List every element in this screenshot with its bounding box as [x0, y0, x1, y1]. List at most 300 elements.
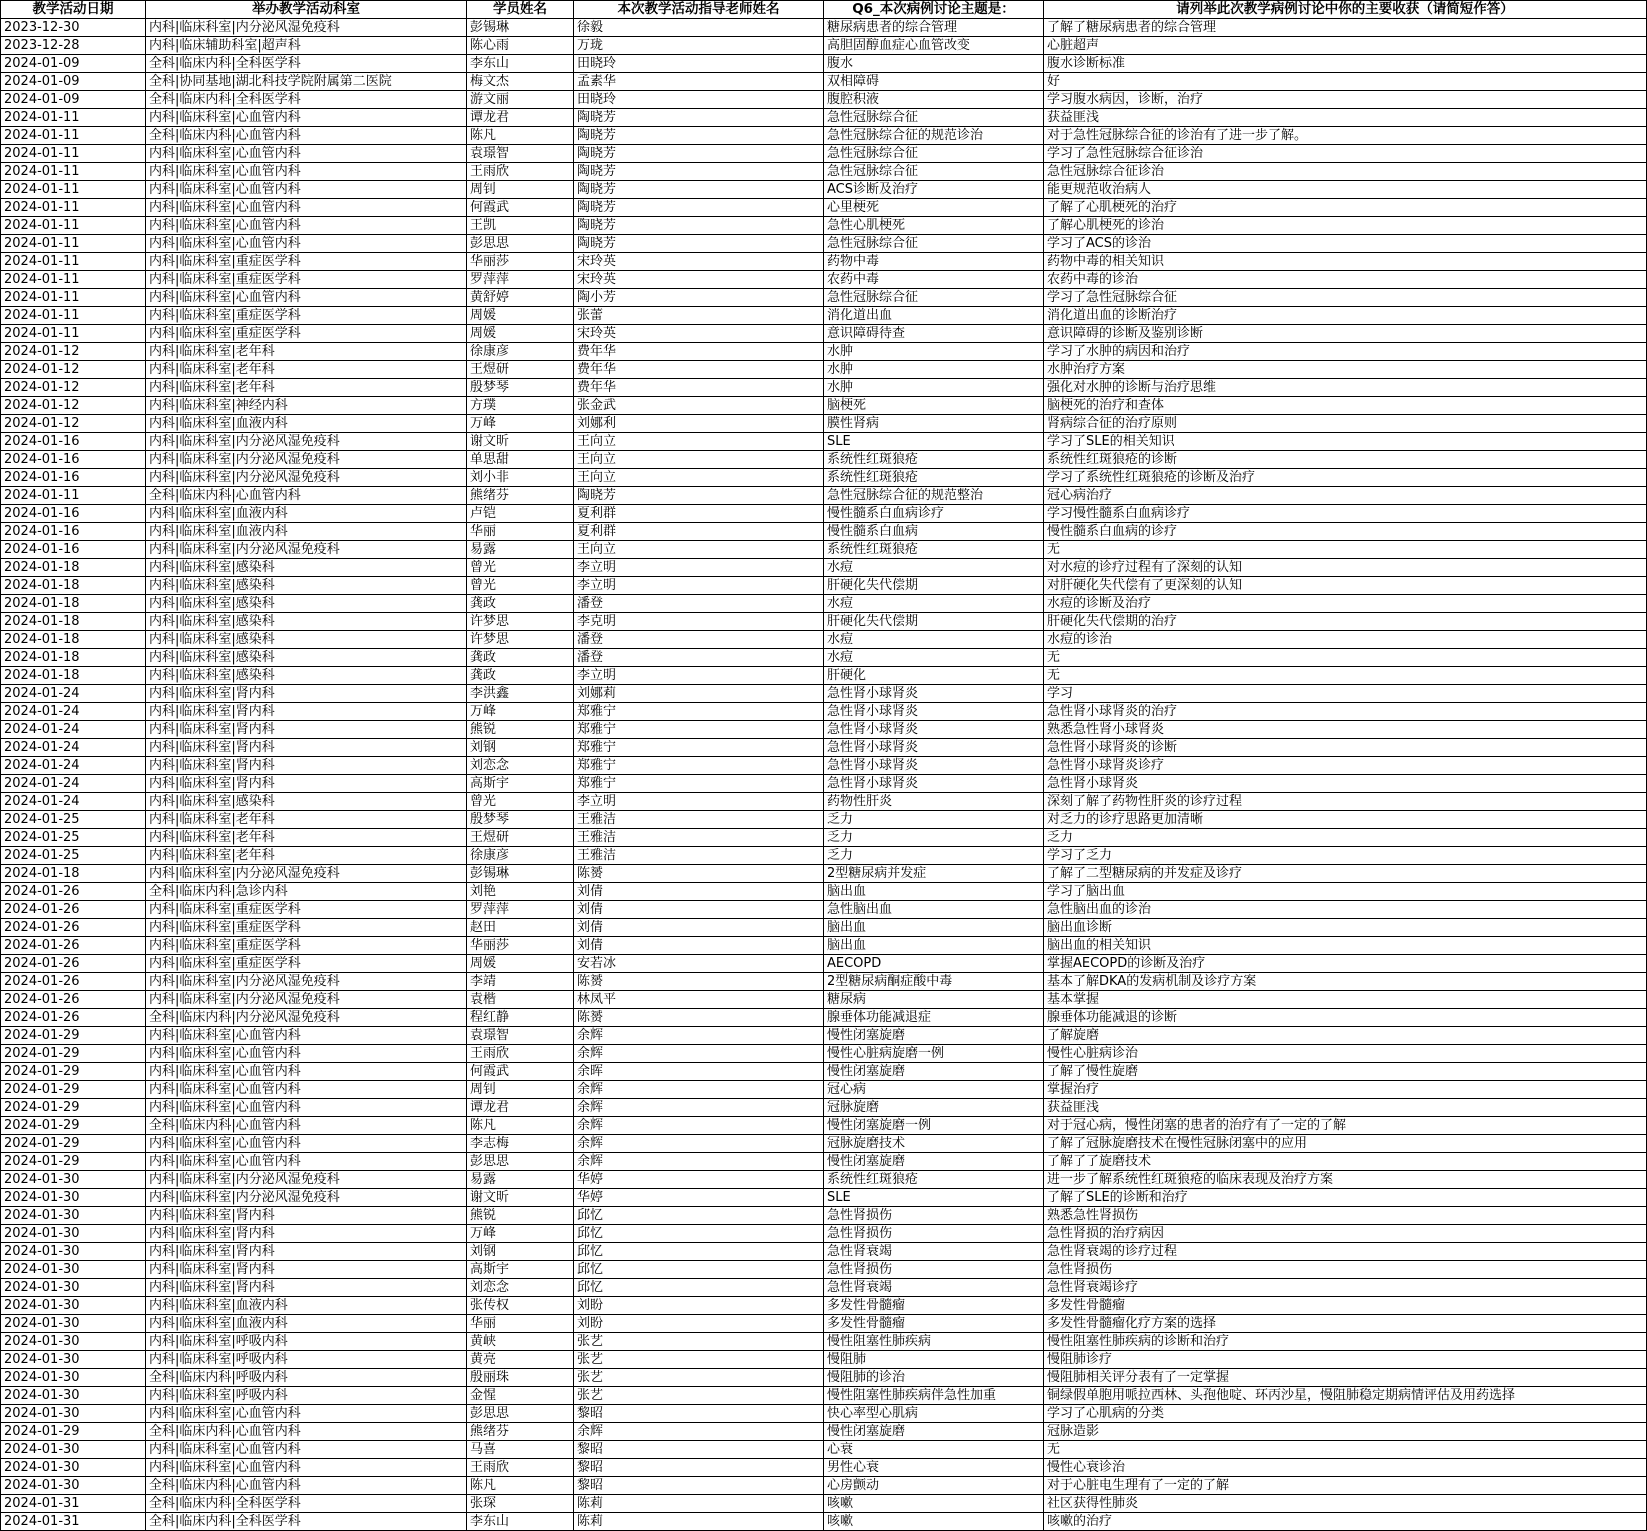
cell-student[interactable]: 王雨欣 — [467, 1045, 574, 1063]
cell-student[interactable]: 熊锐 — [467, 721, 574, 739]
cell-student[interactable]: 彭锡琳 — [467, 865, 574, 883]
cell-teacher[interactable]: 陶晓芳 — [574, 109, 824, 127]
cell-teacher[interactable]: 邱忆 — [574, 1279, 824, 1297]
cell-student[interactable]: 龚政 — [467, 667, 574, 685]
cell-department[interactable]: 内科|临床科室|重症医学科 — [146, 325, 467, 343]
cell-gains[interactable]: 能更规范收治病人 — [1044, 181, 1647, 199]
cell-student[interactable]: 刘钢 — [467, 739, 574, 757]
cell-student[interactable]: 王雨欣 — [467, 163, 574, 181]
cell-gains[interactable]: 学习了ACS的诊治 — [1044, 235, 1647, 253]
cell-department[interactable]: 内科|临床辅助科室|超声科 — [146, 37, 467, 55]
cell-student[interactable]: 黄亮 — [467, 1351, 574, 1369]
cell-teacher[interactable]: 陶晓芳 — [574, 163, 824, 181]
cell-topic[interactable]: 急性肾衰竭 — [824, 1279, 1044, 1297]
cell-gains[interactable]: 慢阻肺相关评分表有了一定掌握 — [1044, 1369, 1647, 1387]
cell-department[interactable]: 内科|临床科室|重症医学科 — [146, 307, 467, 325]
cell-department[interactable]: 内科|临床科室|感染科 — [146, 559, 467, 577]
cell-department[interactable]: 内科|临床科室|呼吸内科 — [146, 1333, 467, 1351]
cell-student[interactable]: 程红静 — [467, 1009, 574, 1027]
cell-teacher[interactable]: 余辉 — [574, 1099, 824, 1117]
cell-gains[interactable]: 多发性骨髓瘤化疗方案的选择 — [1044, 1315, 1647, 1333]
cell-gains[interactable]: 慢阻肺诊疗 — [1044, 1351, 1647, 1369]
cell-topic[interactable]: 糖尿病患者的综合管理 — [824, 19, 1044, 37]
cell-student[interactable]: 金惺 — [467, 1387, 574, 1405]
cell-date[interactable]: 2024-01-16 — [1, 451, 146, 469]
cell-topic[interactable]: 急性冠脉综合征的规范整治 — [824, 487, 1044, 505]
cell-gains[interactable]: 肝硬化失代偿期的治疗 — [1044, 613, 1647, 631]
cell-student[interactable]: 谭龙君 — [467, 109, 574, 127]
cell-gains[interactable]: 冠脉造影 — [1044, 1423, 1647, 1441]
cell-date[interactable]: 2024-01-29 — [1, 1063, 146, 1081]
cell-topic[interactable]: 水痘 — [824, 595, 1044, 613]
cell-teacher[interactable]: 余辉 — [574, 1135, 824, 1153]
cell-topic[interactable]: 急性肾损伤 — [824, 1261, 1044, 1279]
cell-topic[interactable]: 急性肾小球肾炎 — [824, 739, 1044, 757]
cell-department[interactable]: 全科|临床内科|呼吸内科 — [146, 1369, 467, 1387]
cell-topic[interactable]: 脑梗死 — [824, 397, 1044, 415]
cell-student[interactable]: 李东山 — [467, 1513, 574, 1531]
cell-department[interactable]: 内科|临床科室|重症医学科 — [146, 901, 467, 919]
cell-teacher[interactable]: 余辉 — [574, 1027, 824, 1045]
cell-department[interactable]: 内科|临床科室|肾内科 — [146, 739, 467, 757]
cell-teacher[interactable]: 陶晓芳 — [574, 217, 824, 235]
cell-gains[interactable]: 获益匪浅 — [1044, 109, 1647, 127]
cell-date[interactable]: 2024-01-12 — [1, 361, 146, 379]
cell-department[interactable]: 全科|临床内科|心血管内科 — [146, 1423, 467, 1441]
cell-student[interactable]: 徐康彦 — [467, 847, 574, 865]
cell-department[interactable]: 内科|临床科室|心血管内科 — [146, 199, 467, 217]
cell-teacher[interactable]: 潘登 — [574, 631, 824, 649]
cell-gains[interactable]: 掌握治疗 — [1044, 1081, 1647, 1099]
cell-student[interactable]: 张琛 — [467, 1495, 574, 1513]
cell-topic[interactable]: 急性肾小球肾炎 — [824, 721, 1044, 739]
cell-gains[interactable]: 无 — [1044, 667, 1647, 685]
cell-date[interactable]: 2024-01-30 — [1, 1387, 146, 1405]
cell-topic[interactable]: 系统性红斑狼疮 — [824, 1171, 1044, 1189]
cell-date[interactable]: 2024-01-16 — [1, 523, 146, 541]
cell-department[interactable]: 内科|临床科室|心血管内科 — [146, 109, 467, 127]
cell-teacher[interactable]: 刘娜利 — [574, 415, 824, 433]
cell-department[interactable]: 内科|临床科室|感染科 — [146, 613, 467, 631]
cell-date[interactable]: 2024-01-26 — [1, 919, 146, 937]
cell-topic[interactable]: 乏力 — [824, 811, 1044, 829]
cell-date[interactable]: 2024-01-30 — [1, 1189, 146, 1207]
cell-gains[interactable]: 急性肾损的治疗病因 — [1044, 1225, 1647, 1243]
cell-date[interactable]: 2024-01-30 — [1, 1459, 146, 1477]
cell-teacher[interactable]: 王向立 — [574, 451, 824, 469]
cell-gains[interactable]: 急性肾损伤 — [1044, 1261, 1647, 1279]
cell-department[interactable]: 内科|临床科室|呼吸内科 — [146, 1351, 467, 1369]
cell-teacher[interactable]: 刘娜莉 — [574, 685, 824, 703]
cell-topic[interactable]: 药物中毒 — [824, 253, 1044, 271]
header-cell-gains[interactable]: 请列举此次教学病例讨论中你的主要收获（请简短作答） — [1044, 1, 1647, 19]
cell-student[interactable]: 熊绪芬 — [467, 487, 574, 505]
cell-gains[interactable]: 学习慢性髓系白血病诊疗 — [1044, 505, 1647, 523]
cell-topic[interactable]: 急性冠脉综合征 — [824, 109, 1044, 127]
cell-topic[interactable]: 慢性闭塞旋磨 — [824, 1423, 1044, 1441]
header-cell-topic[interactable]: Q6_本次病例讨论主题是： — [824, 1, 1044, 19]
cell-gains[interactable]: 咳嗽的治疗 — [1044, 1513, 1647, 1531]
cell-gains[interactable]: 心脏超声 — [1044, 37, 1647, 55]
cell-topic[interactable]: 急性肾小球肾炎 — [824, 757, 1044, 775]
cell-department[interactable]: 内科|临床科室|肾内科 — [146, 1279, 467, 1297]
header-cell-date[interactable]: 教学活动日期 — [1, 1, 146, 19]
cell-gains[interactable]: 熟悉急性肾损伤 — [1044, 1207, 1647, 1225]
cell-date[interactable]: 2024-01-24 — [1, 721, 146, 739]
cell-date[interactable]: 2024-01-11 — [1, 235, 146, 253]
cell-department[interactable]: 内科|临床科室|肾内科 — [146, 703, 467, 721]
cell-teacher[interactable]: 费年华 — [574, 361, 824, 379]
cell-department[interactable]: 全科|临床内科|心血管内科 — [146, 127, 467, 145]
cell-gains[interactable]: 水肿治疗方案 — [1044, 361, 1647, 379]
cell-topic[interactable]: ACS诊断及治疗 — [824, 181, 1044, 199]
cell-gains[interactable]: 腺垂体功能减退的诊断 — [1044, 1009, 1647, 1027]
cell-topic[interactable]: 冠脉旋磨技术 — [824, 1135, 1044, 1153]
cell-department[interactable]: 内科|临床科室|内分泌风湿免疫科 — [146, 973, 467, 991]
cell-student[interactable]: 袁璟智 — [467, 145, 574, 163]
cell-department[interactable]: 内科|临床科室|肾内科 — [146, 1225, 467, 1243]
header-cell-department[interactable]: 举办教学活动科室 — [146, 1, 467, 19]
cell-gains[interactable]: 强化对水肿的诊断与治疗思维 — [1044, 379, 1647, 397]
cell-department[interactable]: 内科|临床科室|内分泌风湿免疫科 — [146, 1171, 467, 1189]
cell-date[interactable]: 2024-01-29 — [1, 1117, 146, 1135]
cell-teacher[interactable]: 田晓玲 — [574, 91, 824, 109]
cell-department[interactable]: 内科|临床科室|肾内科 — [146, 685, 467, 703]
cell-department[interactable]: 内科|临床科室|老年科 — [146, 829, 467, 847]
cell-date[interactable]: 2024-01-29 — [1, 1153, 146, 1171]
cell-department[interactable]: 内科|临床科室|重症医学科 — [146, 937, 467, 955]
cell-topic[interactable]: 系统性红斑狼疮 — [824, 469, 1044, 487]
cell-date[interactable]: 2024-01-30 — [1, 1279, 146, 1297]
cell-gains[interactable]: 对于心脏电生理有了一定的了解 — [1044, 1477, 1647, 1495]
cell-student[interactable]: 谢文昕 — [467, 1189, 574, 1207]
cell-teacher[interactable]: 余辉 — [574, 1153, 824, 1171]
cell-topic[interactable]: 慢性闭塞旋磨一例 — [824, 1117, 1044, 1135]
cell-gains[interactable]: 好 — [1044, 73, 1647, 91]
cell-student[interactable]: 马喜 — [467, 1441, 574, 1459]
cell-department[interactable]: 内科|临床科室|肾内科 — [146, 1243, 467, 1261]
cell-student[interactable]: 华丽 — [467, 1315, 574, 1333]
cell-date[interactable]: 2024-01-11 — [1, 271, 146, 289]
cell-teacher[interactable]: 潘登 — [574, 595, 824, 613]
cell-teacher[interactable]: 徐毅 — [574, 19, 824, 37]
cell-student[interactable]: 王凯 — [467, 217, 574, 235]
cell-student[interactable]: 王雨欣 — [467, 1459, 574, 1477]
cell-date[interactable]: 2024-01-31 — [1, 1513, 146, 1531]
cell-gains[interactable]: 脑出血的相关知识 — [1044, 937, 1647, 955]
cell-student[interactable]: 曾光 — [467, 793, 574, 811]
cell-date[interactable]: 2024-01-16 — [1, 469, 146, 487]
cell-gains[interactable]: 慢性髓系白血病的诊疗 — [1044, 523, 1647, 541]
cell-department[interactable]: 内科|临床科室|心血管内科 — [146, 1405, 467, 1423]
cell-department[interactable]: 内科|临床科室|肾内科 — [146, 1207, 467, 1225]
cell-topic[interactable]: 慢性闭塞旋磨 — [824, 1153, 1044, 1171]
cell-gains[interactable]: 脑出血诊断 — [1044, 919, 1647, 937]
cell-topic[interactable]: 脑出血 — [824, 883, 1044, 901]
cell-department[interactable]: 内科|临床科室|血液内科 — [146, 1315, 467, 1333]
cell-department[interactable]: 内科|临床科室|心血管内科 — [146, 235, 467, 253]
cell-gains[interactable]: 无 — [1044, 541, 1647, 559]
cell-date[interactable]: 2024-01-24 — [1, 685, 146, 703]
cell-teacher[interactable]: 李立明 — [574, 559, 824, 577]
cell-teacher[interactable]: 夏利群 — [574, 523, 824, 541]
cell-topic[interactable]: 糖尿病 — [824, 991, 1044, 1009]
cell-topic[interactable]: 急性冠脉综合征 — [824, 145, 1044, 163]
cell-teacher[interactable]: 费年华 — [574, 343, 824, 361]
cell-gains[interactable]: 了解了SLE的诊断和治疗 — [1044, 1189, 1647, 1207]
cell-gains[interactable]: 水痘的诊断及治疗 — [1044, 595, 1647, 613]
cell-department[interactable]: 内科|临床科室|重症医学科 — [146, 271, 467, 289]
cell-student[interactable]: 卢铠 — [467, 505, 574, 523]
cell-student[interactable]: 张传权 — [467, 1297, 574, 1315]
cell-teacher[interactable]: 孟素华 — [574, 73, 824, 91]
cell-department[interactable]: 全科|临床内科|全科医学科 — [146, 1495, 467, 1513]
cell-date[interactable]: 2024-01-24 — [1, 703, 146, 721]
cell-date[interactable]: 2024-01-26 — [1, 937, 146, 955]
cell-topic[interactable]: 心衰 — [824, 1441, 1044, 1459]
cell-gains[interactable]: 急性脑出血的诊治 — [1044, 901, 1647, 919]
cell-date[interactable]: 2024-01-11 — [1, 163, 146, 181]
cell-topic[interactable]: 急性肾小球肾炎 — [824, 775, 1044, 793]
cell-date[interactable]: 2024-01-30 — [1, 1297, 146, 1315]
cell-gains[interactable]: 了解了心肌梗死的治疗 — [1044, 199, 1647, 217]
cell-date[interactable]: 2024-01-11 — [1, 145, 146, 163]
cell-department[interactable]: 内科|临床科室|内分泌风湿免疫科 — [146, 469, 467, 487]
cell-gains[interactable]: 掌握AECOPD的诊断及治疗 — [1044, 955, 1647, 973]
cell-topic[interactable]: SLE — [824, 1189, 1044, 1207]
cell-date[interactable]: 2024-01-30 — [1, 1405, 146, 1423]
cell-date[interactable]: 2024-01-18 — [1, 865, 146, 883]
cell-teacher[interactable]: 郑雅宁 — [574, 703, 824, 721]
cell-date[interactable]: 2024-01-09 — [1, 55, 146, 73]
cell-teacher[interactable]: 夏利群 — [574, 505, 824, 523]
cell-gains[interactable]: 学习了脑出血 — [1044, 883, 1647, 901]
cell-student[interactable]: 龚政 — [467, 595, 574, 613]
cell-student[interactable]: 华丽 — [467, 523, 574, 541]
cell-teacher[interactable]: 郑雅宁 — [574, 757, 824, 775]
cell-gains[interactable]: 慢性心衰诊治 — [1044, 1459, 1647, 1477]
cell-date[interactable]: 2024-01-11 — [1, 487, 146, 505]
cell-department[interactable]: 内科|临床科室|心血管内科 — [146, 1099, 467, 1117]
cell-gains[interactable]: 学习了乏力 — [1044, 847, 1647, 865]
cell-student[interactable]: 王煜研 — [467, 829, 574, 847]
cell-date[interactable]: 2024-01-26 — [1, 955, 146, 973]
cell-teacher[interactable]: 华婷 — [574, 1171, 824, 1189]
cell-teacher[interactable]: 刘倩 — [574, 883, 824, 901]
cell-date[interactable]: 2024-01-30 — [1, 1369, 146, 1387]
cell-gains[interactable]: 学习了心肌病的分类 — [1044, 1405, 1647, 1423]
cell-student[interactable]: 殷丽珠 — [467, 1369, 574, 1387]
cell-gains[interactable]: 肾病综合征的治疗原则 — [1044, 415, 1647, 433]
cell-date[interactable]: 2024-01-24 — [1, 739, 146, 757]
cell-department[interactable]: 内科|临床科室|感染科 — [146, 595, 467, 613]
cell-teacher[interactable]: 王向立 — [574, 469, 824, 487]
cell-student[interactable]: 彭锡琳 — [467, 19, 574, 37]
cell-topic[interactable]: 急性肾损伤 — [824, 1225, 1044, 1243]
cell-date[interactable]: 2024-01-18 — [1, 667, 146, 685]
cell-gains[interactable]: 基本了解DKA的发病机制及诊疗方案 — [1044, 973, 1647, 991]
cell-student[interactable]: 周钊 — [467, 1081, 574, 1099]
cell-teacher[interactable]: 陶晓芳 — [574, 487, 824, 505]
cell-date[interactable]: 2024-01-26 — [1, 973, 146, 991]
cell-gains[interactable]: 无 — [1044, 1441, 1647, 1459]
cell-gains[interactable]: 对于冠心病，慢性闭塞的患者的治疗有了一定的了解 — [1044, 1117, 1647, 1135]
cell-gains[interactable]: 急性肾小球肾炎的诊断 — [1044, 739, 1647, 757]
cell-topic[interactable]: 多发性骨髓瘤 — [824, 1315, 1044, 1333]
cell-topic[interactable]: 咳嗽 — [824, 1495, 1044, 1513]
cell-student[interactable]: 彭思思 — [467, 1153, 574, 1171]
cell-topic[interactable]: 膜性肾病 — [824, 415, 1044, 433]
cell-topic[interactable]: 水肿 — [824, 343, 1044, 361]
cell-topic[interactable]: 男性心衰 — [824, 1459, 1044, 1477]
cell-date[interactable]: 2024-01-25 — [1, 811, 146, 829]
cell-gains[interactable]: 社区获得性肺炎 — [1044, 1495, 1647, 1513]
cell-department[interactable]: 内科|临床科室|肾内科 — [146, 1261, 467, 1279]
cell-topic[interactable]: 双相障碍 — [824, 73, 1044, 91]
cell-gains[interactable]: 无 — [1044, 649, 1647, 667]
cell-topic[interactable]: 急性肾衰竭 — [824, 1243, 1044, 1261]
cell-topic[interactable]: 心里梗死 — [824, 199, 1044, 217]
cell-topic[interactable]: 冠心病 — [824, 1081, 1044, 1099]
cell-date[interactable]: 2024-01-25 — [1, 847, 146, 865]
cell-student[interactable]: 万峰 — [467, 703, 574, 721]
cell-date[interactable]: 2024-01-30 — [1, 1171, 146, 1189]
cell-topic[interactable]: 急性冠脉综合征 — [824, 163, 1044, 181]
cell-teacher[interactable]: 邱忆 — [574, 1225, 824, 1243]
cell-date[interactable]: 2024-01-09 — [1, 91, 146, 109]
cell-topic[interactable]: 快心率型心肌病 — [824, 1405, 1044, 1423]
cell-department[interactable]: 内科|临床科室|神经内科 — [146, 397, 467, 415]
cell-teacher[interactable]: 陶晓芳 — [574, 181, 824, 199]
cell-department[interactable]: 全科|临床内科|心血管内科 — [146, 487, 467, 505]
cell-student[interactable]: 曾光 — [467, 559, 574, 577]
cell-student[interactable]: 李东山 — [467, 55, 574, 73]
cell-date[interactable]: 2024-01-30 — [1, 1333, 146, 1351]
cell-topic[interactable]: 腺垂体功能减退症 — [824, 1009, 1044, 1027]
cell-teacher[interactable]: 刘倩 — [574, 901, 824, 919]
cell-department[interactable]: 内科|临床科室|血液内科 — [146, 523, 467, 541]
cell-student[interactable]: 游文丽 — [467, 91, 574, 109]
cell-date[interactable]: 2024-01-11 — [1, 217, 146, 235]
cell-student[interactable]: 何霞武 — [467, 199, 574, 217]
cell-student[interactable]: 周媛 — [467, 307, 574, 325]
cell-topic[interactable]: 冠脉旋磨 — [824, 1099, 1044, 1117]
cell-date[interactable]: 2024-01-30 — [1, 1261, 146, 1279]
cell-department[interactable]: 内科|临床科室|心血管内科 — [146, 1063, 467, 1081]
cell-department[interactable]: 内科|临床科室|心血管内科 — [146, 1045, 467, 1063]
cell-gains[interactable]: 了解了糖尿病患者的综合管理 — [1044, 19, 1647, 37]
cell-department[interactable]: 内科|临床科室|老年科 — [146, 343, 467, 361]
cell-department[interactable]: 内科|临床科室|感染科 — [146, 649, 467, 667]
cell-department[interactable]: 内科|临床科室|心血管内科 — [146, 163, 467, 181]
cell-teacher[interactable]: 黎昭 — [574, 1459, 824, 1477]
cell-department[interactable]: 内科|临床科室|内分泌风湿免疫科 — [146, 19, 467, 37]
cell-student[interactable]: 谭龙君 — [467, 1099, 574, 1117]
cell-date[interactable]: 2024-01-30 — [1, 1477, 146, 1495]
cell-student[interactable]: 易露 — [467, 1171, 574, 1189]
cell-department[interactable]: 全科|临床内科|急诊内科 — [146, 883, 467, 901]
cell-department[interactable]: 内科|临床科室|肾内科 — [146, 721, 467, 739]
cell-topic[interactable]: 慢性髓系白血病诊疗 — [824, 505, 1044, 523]
cell-date[interactable]: 2024-01-29 — [1, 1099, 146, 1117]
cell-student[interactable]: 龚政 — [467, 649, 574, 667]
cell-student[interactable]: 周媛 — [467, 325, 574, 343]
cell-topic[interactable]: 2型糖尿病并发症 — [824, 865, 1044, 883]
cell-student[interactable]: 单思甜 — [467, 451, 574, 469]
cell-date[interactable]: 2024-01-26 — [1, 883, 146, 901]
cell-teacher[interactable]: 邱忆 — [574, 1207, 824, 1225]
cell-date[interactable]: 2024-01-11 — [1, 127, 146, 145]
cell-topic[interactable]: 消化道出血 — [824, 307, 1044, 325]
cell-student[interactable]: 许梦思 — [467, 631, 574, 649]
cell-teacher[interactable]: 华婷 — [574, 1189, 824, 1207]
cell-student[interactable]: 殷梦琴 — [467, 379, 574, 397]
cell-teacher[interactable]: 黎昭 — [574, 1441, 824, 1459]
cell-teacher[interactable]: 刘盼 — [574, 1297, 824, 1315]
cell-topic[interactable]: 急性肾损伤 — [824, 1207, 1044, 1225]
cell-student[interactable]: 刘恋念 — [467, 1279, 574, 1297]
cell-teacher[interactable]: 陈莉 — [574, 1513, 824, 1531]
cell-student[interactable]: 许梦思 — [467, 613, 574, 631]
cell-date[interactable]: 2024-01-30 — [1, 1207, 146, 1225]
cell-department[interactable]: 内科|临床科室|心血管内科 — [146, 1135, 467, 1153]
cell-teacher[interactable]: 余辉 — [574, 1117, 824, 1135]
cell-gains[interactable]: 乏力 — [1044, 829, 1647, 847]
cell-gains[interactable]: 系统性红斑狼疮的诊断 — [1044, 451, 1647, 469]
cell-gains[interactable]: 学习了水肿的病因和治疗 — [1044, 343, 1647, 361]
cell-teacher[interactable]: 李立明 — [574, 793, 824, 811]
cell-teacher[interactable]: 余辉 — [574, 1045, 824, 1063]
cell-department[interactable]: 全科|临床内科|全科医学科 — [146, 1513, 467, 1531]
cell-date[interactable]: 2024-01-30 — [1, 1243, 146, 1261]
cell-student[interactable]: 陈凡 — [467, 1117, 574, 1135]
cell-topic[interactable]: 脑出血 — [824, 919, 1044, 937]
cell-date[interactable]: 2024-01-26 — [1, 991, 146, 1009]
cell-topic[interactable]: 慢性心脏病旋磨一例 — [824, 1045, 1044, 1063]
cell-topic[interactable]: 腹腔积液 — [824, 91, 1044, 109]
cell-topic[interactable]: 水肿 — [824, 361, 1044, 379]
cell-teacher[interactable]: 邱忆 — [574, 1261, 824, 1279]
cell-date[interactable]: 2024-01-29 — [1, 1027, 146, 1045]
cell-student[interactable]: 刘小非 — [467, 469, 574, 487]
cell-date[interactable]: 2024-01-11 — [1, 307, 146, 325]
cell-teacher[interactable]: 邱忆 — [574, 1243, 824, 1261]
cell-gains[interactable]: 脑梗死的治疗和查体 — [1044, 397, 1647, 415]
cell-gains[interactable]: 进一步了解系统性红斑狼疮的临床表现及治疗方案 — [1044, 1171, 1647, 1189]
cell-teacher[interactable]: 刘倩 — [574, 919, 824, 937]
cell-teacher[interactable]: 张艺 — [574, 1333, 824, 1351]
cell-teacher[interactable]: 王向立 — [574, 433, 824, 451]
cell-department[interactable]: 内科|临床科室|内分泌风湿免疫科 — [146, 991, 467, 1009]
cell-topic[interactable]: 多发性骨髓瘤 — [824, 1297, 1044, 1315]
cell-gains[interactable]: 急性肾小球肾炎的治疗 — [1044, 703, 1647, 721]
cell-gains[interactable]: 获益匪浅 — [1044, 1099, 1647, 1117]
cell-student[interactable]: 易露 — [467, 541, 574, 559]
cell-department[interactable]: 内科|临床科室|感染科 — [146, 631, 467, 649]
cell-topic[interactable]: 水肿 — [824, 379, 1044, 397]
cell-department[interactable]: 内科|临床科室|老年科 — [146, 379, 467, 397]
cell-date[interactable]: 2024-01-24 — [1, 793, 146, 811]
cell-department[interactable]: 内科|临床科室|老年科 — [146, 847, 467, 865]
cell-teacher[interactable]: 李立明 — [574, 667, 824, 685]
cell-student[interactable]: 徐康彦 — [467, 343, 574, 361]
cell-date[interactable]: 2024-01-11 — [1, 253, 146, 271]
cell-date[interactable]: 2024-01-26 — [1, 1009, 146, 1027]
cell-teacher[interactable]: 张艺 — [574, 1387, 824, 1405]
cell-date[interactable]: 2024-01-12 — [1, 379, 146, 397]
cell-department[interactable]: 内科|临床科室|内分泌风湿免疫科 — [146, 541, 467, 559]
cell-student[interactable]: 周钊 — [467, 181, 574, 199]
